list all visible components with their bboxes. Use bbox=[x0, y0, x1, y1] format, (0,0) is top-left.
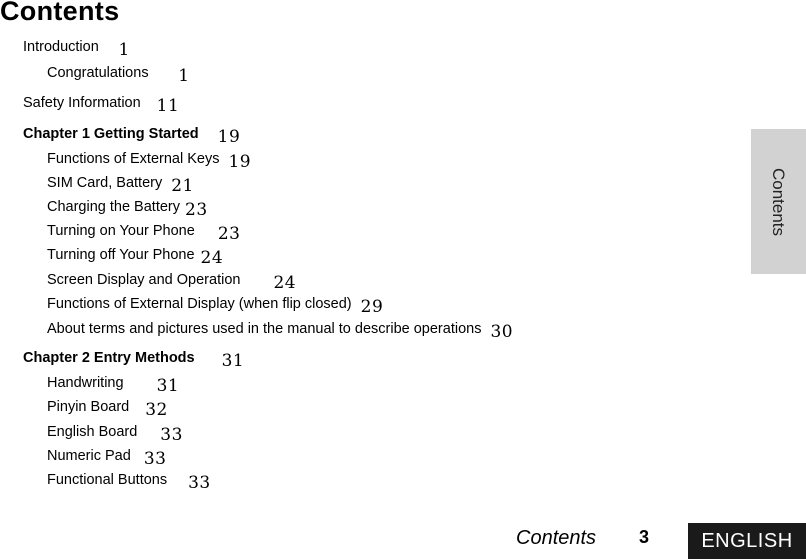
toc-entry-label: Numeric Pad bbox=[47, 448, 131, 464]
toc-entry-page: 33 bbox=[188, 473, 211, 493]
toc-entry-label: Charging the Battery bbox=[47, 199, 180, 215]
toc-entry[interactable] bbox=[23, 38, 130, 60]
toc-entry-page: 1 bbox=[178, 66, 190, 86]
toc-entry-page: 19 bbox=[217, 127, 241, 147]
toc-entry-label: About terms and pictures used in the manual to describe operations bbox=[47, 321, 482, 337]
toc-entry[interactable] bbox=[47, 295, 384, 317]
footer-page-number: 3 bbox=[639, 527, 650, 547]
toc-entry-page: 23 bbox=[185, 200, 208, 220]
toc-entry[interactable] bbox=[23, 349, 245, 371]
toc-entry[interactable] bbox=[47, 398, 168, 420]
toc-entry-page: 30 bbox=[490, 322, 514, 342]
language-tab-label: ENGLISH bbox=[701, 529, 793, 552]
toc-entry-label: SIM Card, Battery bbox=[47, 175, 163, 191]
toc-entry[interactable] bbox=[47, 471, 211, 493]
toc-entry-label: Turning on Your Phone bbox=[47, 223, 195, 239]
toc-entry[interactable] bbox=[47, 423, 183, 445]
toc-entry-label: Functional Buttons bbox=[47, 472, 168, 488]
toc-entry-label: Safety Information bbox=[23, 95, 141, 111]
side-section-tab-label: Contents bbox=[769, 167, 789, 236]
toc-entry-page: 21 bbox=[171, 176, 194, 196]
toc-entry-label: Handwriting bbox=[47, 375, 124, 391]
toc-entry-page: 31 bbox=[221, 351, 245, 371]
toc-entry[interactable] bbox=[23, 125, 241, 147]
toc-entry-label: Chapter 1 Getting Started bbox=[23, 126, 199, 142]
toc-entry[interactable] bbox=[47, 64, 190, 86]
toc-entry[interactable] bbox=[47, 174, 194, 196]
toc-entry-label: Pinyin Board bbox=[47, 399, 130, 415]
toc-entry-page: 31 bbox=[156, 376, 180, 396]
language-tab[interactable] bbox=[688, 523, 806, 559]
toc-entry-page: 11 bbox=[156, 96, 180, 116]
toc-entry-label: Screen Display and Operation bbox=[47, 272, 241, 288]
toc-entry-label: Introduction bbox=[23, 39, 99, 55]
toc-entry-page: 24 bbox=[200, 248, 224, 268]
toc-entry-label: Functions of External Display (when flip closed) bbox=[47, 296, 352, 312]
toc-entry-page: 24 bbox=[273, 273, 297, 293]
toc-entry-label: Congratulations bbox=[47, 65, 149, 81]
toc-entry[interactable] bbox=[47, 320, 514, 342]
toc-entry-page: 29 bbox=[360, 297, 384, 317]
toc-entry[interactable] bbox=[47, 198, 208, 220]
page-title: Contents bbox=[0, 0, 120, 26]
toc-entry-page: 23 bbox=[217, 224, 241, 244]
toc-entry-label: English Board bbox=[47, 424, 138, 440]
toc-entry-page: 32 bbox=[145, 400, 168, 420]
toc-entry-page: 19 bbox=[228, 152, 252, 172]
toc-entry-label: Chapter 2 Entry Methods bbox=[23, 350, 195, 366]
toc-entry-page: 33 bbox=[160, 425, 183, 445]
toc-entry[interactable] bbox=[23, 94, 180, 116]
side-section-tab[interactable] bbox=[751, 129, 806, 274]
footer-section-label: Contents bbox=[516, 527, 597, 549]
toc-entry[interactable] bbox=[47, 150, 252, 172]
toc-entry-page: 33 bbox=[143, 449, 167, 469]
toc-entry[interactable] bbox=[47, 374, 180, 396]
toc-entry[interactable] bbox=[47, 222, 241, 244]
toc-entry-label: Functions of External Keys bbox=[47, 151, 220, 167]
toc-entry[interactable] bbox=[47, 246, 224, 268]
toc-entry[interactable] bbox=[47, 447, 167, 469]
toc-entry-label: Turning off Your Phone bbox=[47, 247, 195, 263]
toc-entry-page: 1 bbox=[118, 40, 130, 60]
toc-entry[interactable] bbox=[47, 271, 297, 293]
